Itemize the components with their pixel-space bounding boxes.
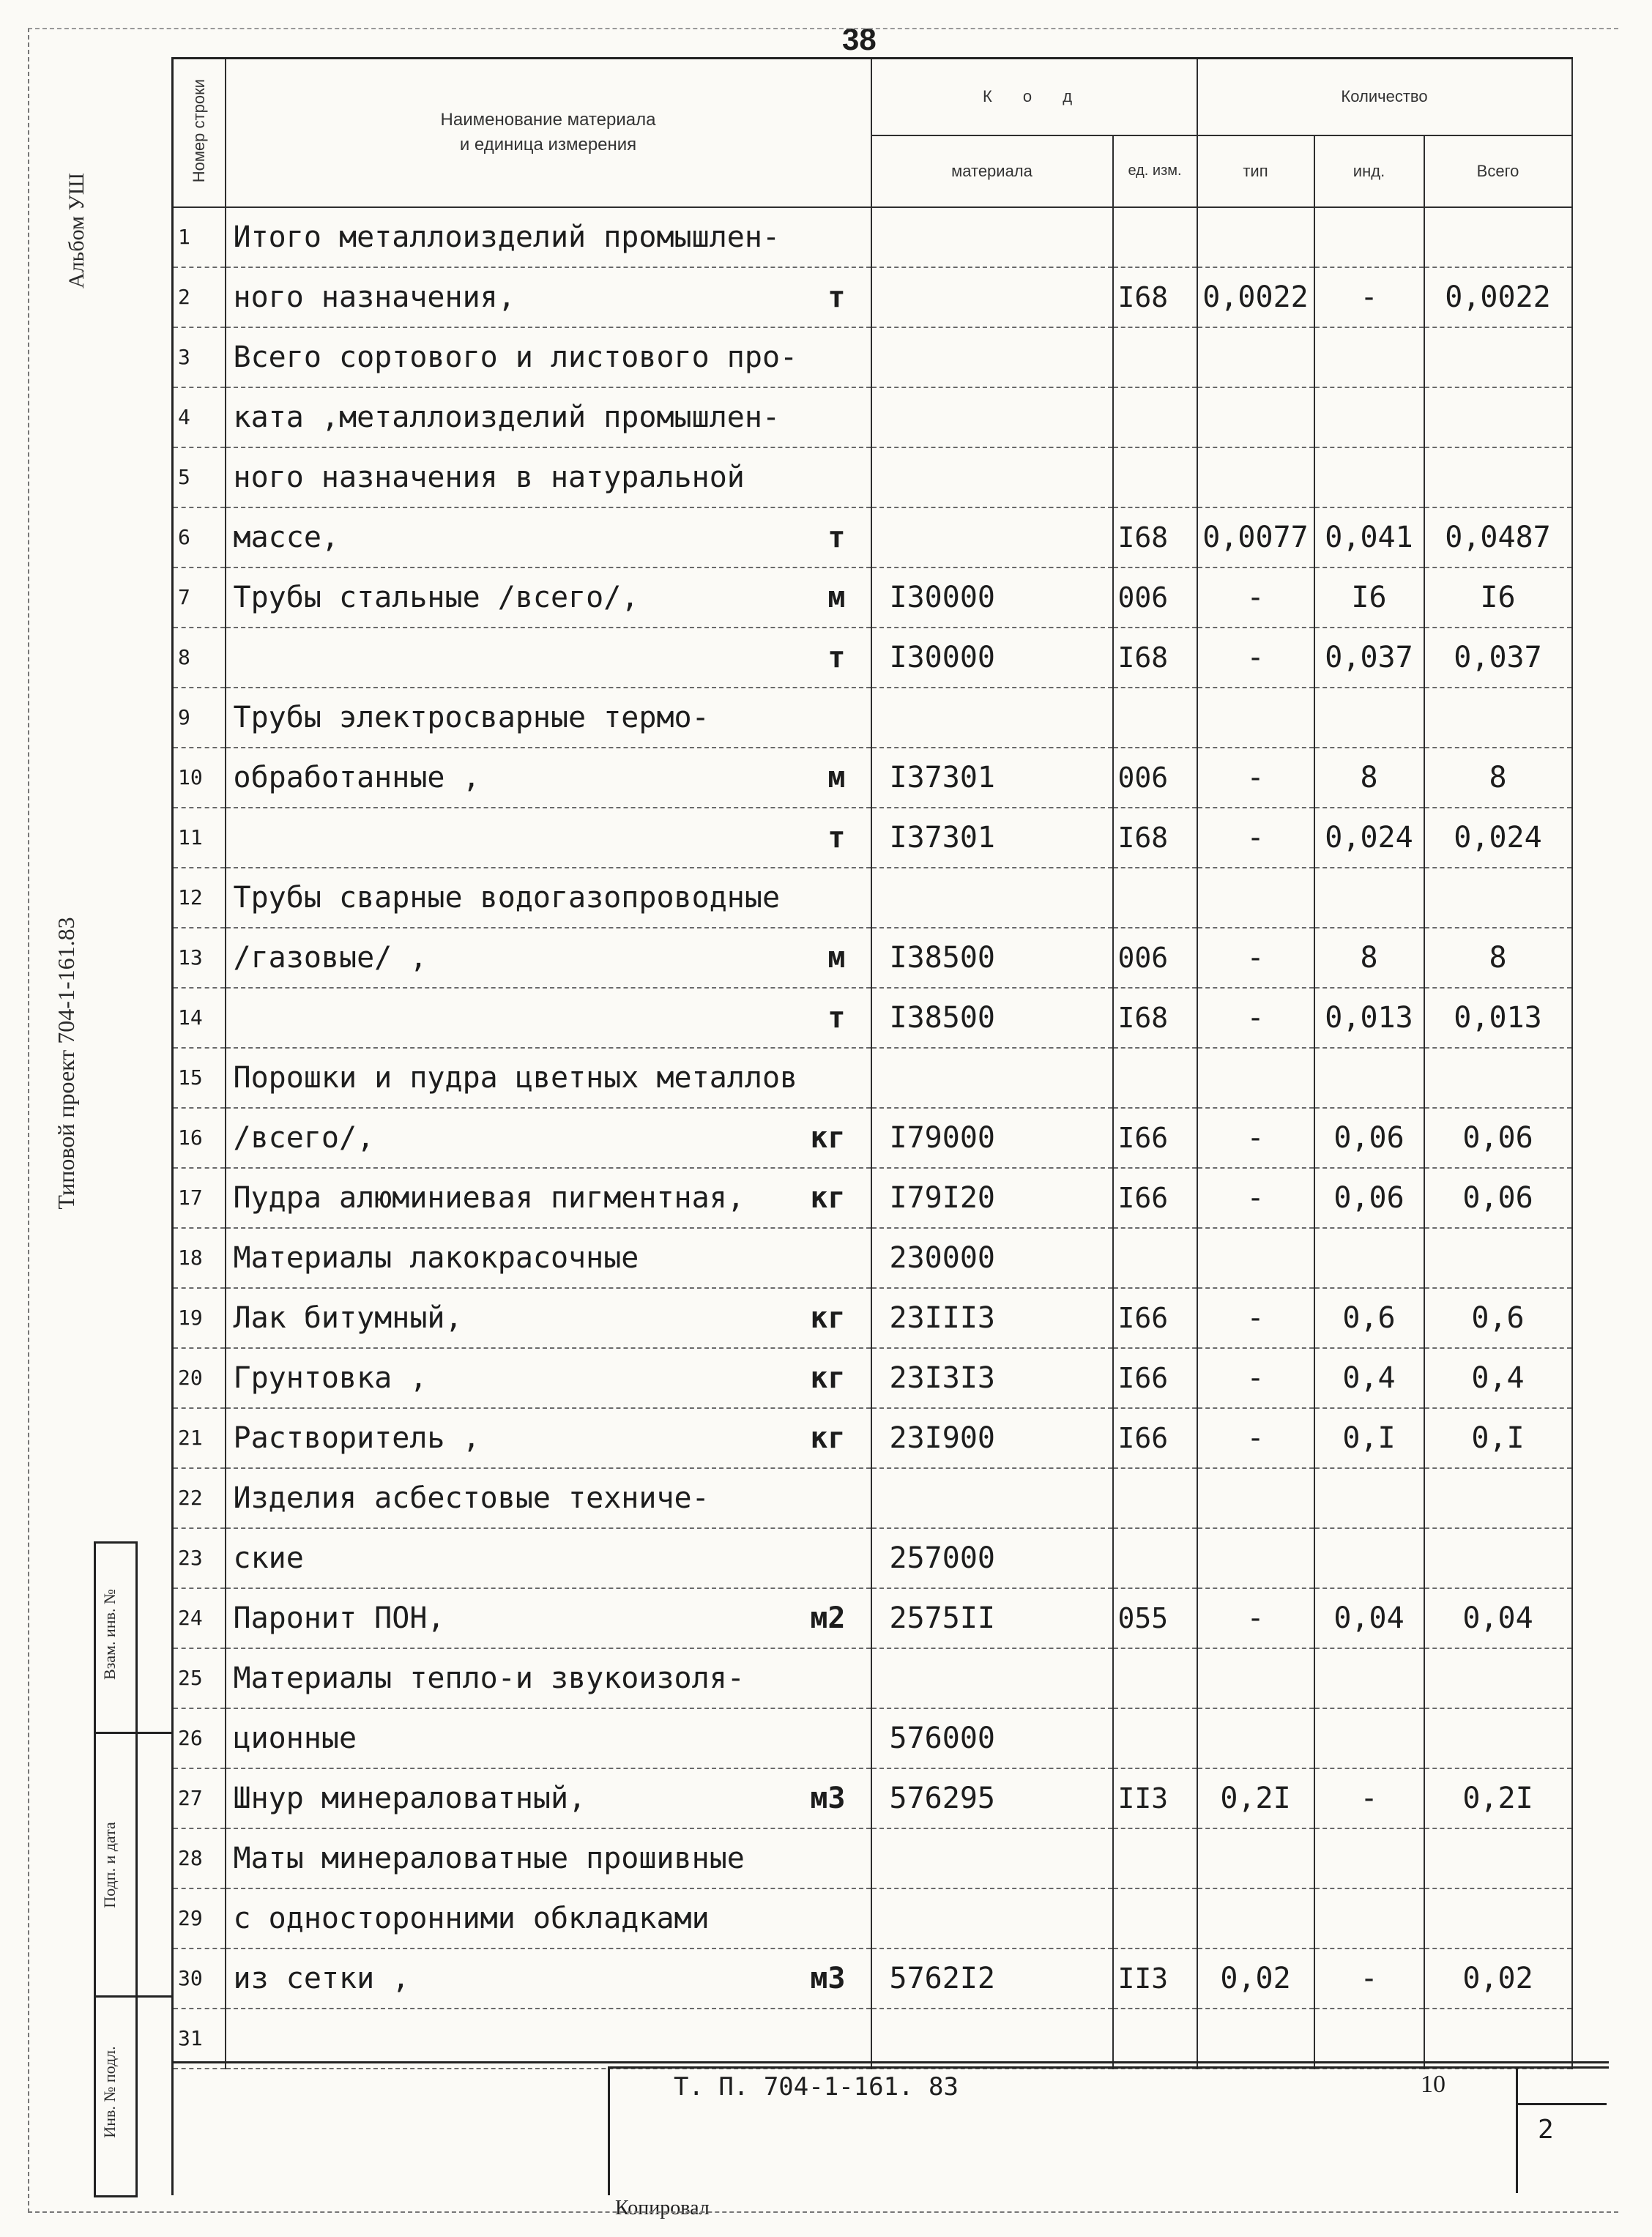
quantity-ind: - [1314, 267, 1424, 327]
material-code: I79000 [871, 1108, 1113, 1168]
row-number: 2 [173, 267, 226, 327]
measure-unit: м [827, 940, 846, 975]
material-name: /всего/, [233, 1120, 375, 1155]
material-name: /газовые/ , [233, 940, 428, 975]
row-number: 15 [173, 1048, 226, 1108]
material-name: Пудра алюминиевая пигментная, [233, 1180, 745, 1215]
material-code: I37301 [871, 748, 1113, 808]
row-number: 21 [173, 1408, 226, 1468]
row-number: 12 [173, 868, 226, 928]
material-name: Маты минераловатные прошивные [233, 1841, 745, 1875]
unit-code: 006 [1113, 748, 1197, 808]
row-number: 27 [173, 1768, 226, 1828]
material-code: I79I20 [871, 1168, 1113, 1228]
sheet-number: 2 [1538, 2115, 1554, 2145]
quantity-total: 0,6 [1424, 1288, 1572, 1348]
material-code: I30000 [871, 628, 1113, 688]
unit-code: I68 [1113, 988, 1197, 1048]
measure-unit: м3 [810, 1781, 846, 1815]
stamp-label-original-inventory: Инв. № подл. [100, 2046, 119, 2138]
row-number: 3 [173, 327, 226, 387]
header-total: Всего [1424, 135, 1572, 207]
quantity-total: 0,0487 [1424, 507, 1572, 567]
quantity-tip: - [1197, 748, 1314, 808]
row-number: 13 [173, 928, 226, 988]
quantity-total: 0,06 [1424, 1168, 1572, 1228]
quantity-ind: 0,024 [1314, 808, 1424, 868]
row-number: 7 [173, 567, 226, 628]
quantity-ind: 0,06 [1314, 1168, 1424, 1228]
quantity-ind: 0,041 [1314, 507, 1424, 567]
material-name: Всего сортового и листового про- [233, 340, 798, 374]
quantity-tip: 0,0022 [1197, 267, 1314, 327]
row-number: 25 [173, 1648, 226, 1708]
material-name: ного назначения, [233, 280, 516, 314]
measure-unit: т [827, 820, 846, 855]
material-name: из сетки , [233, 1961, 410, 1995]
row-number: 24 [173, 1588, 226, 1648]
measure-unit: кг [810, 1120, 846, 1155]
row-number: 14 [173, 988, 226, 1048]
project-label: Типовой проект 704-1-161.83 [53, 917, 79, 1210]
material-name: Материалы лакокрасочные [233, 1240, 639, 1275]
material-name: Порошки и пудра цветных металлов [233, 1060, 798, 1095]
row-number: 4 [173, 387, 226, 447]
row-number: 29 [173, 1888, 226, 1948]
measure-unit: т [827, 280, 846, 314]
measure-unit: кг [810, 1421, 846, 1455]
copied-label: Копировал [615, 2197, 710, 2219]
quantity-tip: - [1197, 1408, 1314, 1468]
measure-unit: т [827, 640, 846, 674]
row-number: 11 [173, 808, 226, 868]
material-code: I38500 [871, 928, 1113, 988]
material-code: I38500 [871, 988, 1113, 1048]
quantity-ind: - [1314, 1948, 1424, 2009]
quantity-total: 0,024 [1424, 808, 1572, 868]
material-name: Материалы тепло-и звукоизоля- [233, 1661, 745, 1695]
row-number: 1 [173, 207, 226, 267]
sheet-label: 10 [1421, 2071, 1446, 2098]
unit-code: I66 [1113, 1168, 1197, 1228]
material-code: 576295 [871, 1768, 1113, 1828]
material-name: массе, [233, 520, 339, 554]
material-code: 257000 [871, 1528, 1113, 1588]
quantity-total: 0,I [1424, 1408, 1572, 1468]
header-material: материала [871, 135, 1113, 207]
row-number: 23 [173, 1528, 226, 1588]
material-code: 230000 [871, 1228, 1113, 1288]
measure-unit: м3 [810, 1961, 846, 1995]
row-number: 9 [173, 688, 226, 748]
material-code: 23III3 [871, 1288, 1113, 1348]
material-code: 2575II [871, 1588, 1113, 1648]
row-number: 31 [173, 2009, 226, 2069]
header-quantity: Количество [1197, 59, 1572, 135]
material-name: Паронит ПОН, [233, 1601, 445, 1635]
quantity-ind: 8 [1314, 928, 1424, 988]
quantity-total: 0,02 [1424, 1948, 1572, 2009]
material-code: I30000 [871, 567, 1113, 628]
quantity-ind: 0,4 [1314, 1348, 1424, 1408]
quantity-tip: - [1197, 988, 1314, 1048]
quantity-tip: - [1197, 1108, 1314, 1168]
row-number: 22 [173, 1468, 226, 1528]
row-number: 5 [173, 447, 226, 507]
quantity-ind: 0,037 [1314, 628, 1424, 688]
measure-unit: м [827, 580, 846, 614]
quantity-total: 0,4 [1424, 1348, 1572, 1408]
header-row-number: Номер строки [173, 59, 226, 207]
quantity-tip: 0,2I [1197, 1768, 1314, 1828]
quantity-tip: - [1197, 1588, 1314, 1648]
material-name: Трубы стальные /всего/, [233, 580, 639, 614]
quantity-tip: - [1197, 628, 1314, 688]
material-name: ного назначения в натуральной [233, 460, 745, 494]
material-name: с односторонними обкладками [233, 1901, 710, 1935]
album-label: Альбом УШ [64, 173, 89, 289]
unit-code: I68 [1113, 507, 1197, 567]
row-number: 10 [173, 748, 226, 808]
material-name: ционные [233, 1721, 357, 1755]
unit-code: I68 [1113, 808, 1197, 868]
quantity-tip: - [1197, 1288, 1314, 1348]
material-name: ката ,металлоизделий промышлен- [233, 400, 781, 434]
row-number: 18 [173, 1228, 226, 1288]
material-code: I37301 [871, 808, 1113, 868]
quantity-ind: - [1314, 1768, 1424, 1828]
material-code: 576000 [871, 1708, 1113, 1768]
row-number: 20 [173, 1348, 226, 1408]
quantity-tip: - [1197, 928, 1314, 988]
quantity-total: 8 [1424, 928, 1572, 988]
material-name: Лак битумный, [233, 1300, 463, 1335]
row-number: 28 [173, 1828, 226, 1888]
material-code: 23I3I3 [871, 1348, 1113, 1408]
material-code: 5762I2 [871, 1948, 1113, 2009]
material-name: Грунтовка , [233, 1361, 428, 1395]
material-name: Трубы сварные водогазопроводные [233, 880, 781, 915]
quantity-ind: 8 [1314, 748, 1424, 808]
unit-code: 055 [1113, 1588, 1197, 1648]
row-number: 30 [173, 1948, 226, 2009]
quantity-ind: 0,I [1314, 1408, 1424, 1468]
header-code: К о д [871, 59, 1197, 135]
unit-code: 006 [1113, 567, 1197, 628]
stamp-label-signature-date: Подп. и дата [100, 1822, 119, 1908]
material-name: Шнур минераловатный, [233, 1781, 587, 1815]
material-code: 23I900 [871, 1408, 1113, 1468]
header-name: Наименование материала и единица измерения [226, 59, 871, 207]
material-name: Растворитель , [233, 1421, 480, 1455]
quantity-ind: 0,04 [1314, 1588, 1424, 1648]
quantity-ind: 0,6 [1314, 1288, 1424, 1348]
unit-code: 006 [1113, 928, 1197, 988]
quantity-tip: 0,0077 [1197, 507, 1314, 567]
unit-code: I66 [1113, 1408, 1197, 1468]
measure-unit: т [827, 1000, 846, 1035]
material-name: Трубы электросварные термо- [233, 700, 710, 734]
unit-code: II3 [1113, 1948, 1197, 2009]
unit-code: I66 [1113, 1108, 1197, 1168]
quantity-tip: - [1197, 1348, 1314, 1408]
quantity-total: 0,04 [1424, 1588, 1572, 1648]
quantity-ind: 0,013 [1314, 988, 1424, 1048]
quantity-total: 0,06 [1424, 1108, 1572, 1168]
quantity-tip: - [1197, 567, 1314, 628]
row-number: 16 [173, 1108, 226, 1168]
measure-unit: кг [810, 1361, 846, 1395]
page-number: 38 [842, 22, 877, 56]
project-designation: Т. П. 704-1-161. 83 [674, 2072, 959, 2102]
row-number: 17 [173, 1168, 226, 1228]
quantity-total: 0,013 [1424, 988, 1572, 1048]
header-unit: ед. изм. [1113, 135, 1197, 207]
quantity-total: 0,037 [1424, 628, 1572, 688]
quantity-tip: - [1197, 1168, 1314, 1228]
quantity-tip: 0,02 [1197, 1948, 1314, 2009]
quantity-total: 8 [1424, 748, 1572, 808]
quantity-total: 0,2I [1424, 1768, 1572, 1828]
quantity-tip: - [1197, 808, 1314, 868]
row-number: 19 [173, 1288, 226, 1348]
quantity-total: 0,0022 [1424, 267, 1572, 327]
row-number: 26 [173, 1708, 226, 1768]
page-frame [28, 28, 1618, 2213]
row-number: 6 [173, 507, 226, 567]
unit-code: I66 [1113, 1348, 1197, 1408]
measure-unit: т [827, 520, 846, 554]
unit-code: II3 [1113, 1768, 1197, 1828]
row-number: 8 [173, 628, 226, 688]
material-name: Итого металлоизделий промышлен- [233, 220, 781, 254]
unit-code: I68 [1113, 267, 1197, 327]
header-tip: тип [1197, 135, 1314, 207]
measure-unit: м [827, 760, 846, 794]
header-ind: инд. [1314, 135, 1424, 207]
quantity-ind: I6 [1314, 567, 1424, 628]
unit-code: I68 [1113, 628, 1197, 688]
material-name: обработанные , [233, 760, 480, 794]
unit-code: I66 [1113, 1288, 1197, 1348]
measure-unit: кг [810, 1300, 846, 1335]
quantity-ind: 0,06 [1314, 1108, 1424, 1168]
stamp-label-replaced-inventory: Взам. инв. № [100, 1589, 119, 1680]
measure-unit: м2 [810, 1601, 846, 1635]
material-name: Изделия асбестовые техниче- [233, 1481, 710, 1515]
quantity-total: I6 [1424, 567, 1572, 628]
measure-unit: кг [810, 1180, 846, 1215]
material-name: ские [233, 1541, 304, 1575]
